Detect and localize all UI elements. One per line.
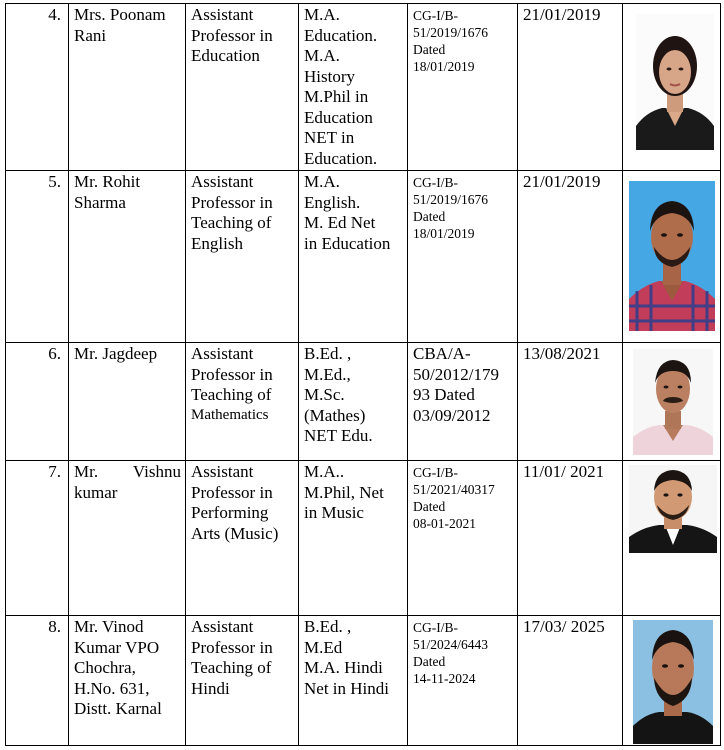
qualification-line: B.Ed. , (304, 617, 352, 636)
order-line: Dated (413, 499, 446, 514)
order-line: 18/01/2019 (413, 59, 475, 74)
qualification-line: M.A. (304, 46, 340, 65)
order-line: 03/09/2012 (413, 405, 491, 425)
qualification-line: History (304, 66, 355, 86)
qualification-cell (299, 343, 408, 461)
table-row (6, 171, 721, 343)
serial-number: 5. (6, 171, 69, 343)
order-line: Dated (413, 209, 446, 224)
name-cell (69, 616, 186, 746)
designation-line: Assistant (191, 5, 254, 24)
designation-line: Mathematics (191, 406, 269, 423)
order-line: CG-I/B- (413, 8, 458, 23)
qualification-line: M.A. (304, 5, 340, 24)
qualification-line: M.A.. (304, 462, 345, 481)
order-line: 51/2024/6443 (413, 637, 489, 652)
qualification-line: Education (304, 107, 373, 127)
qualification-line: NET in (304, 128, 355, 147)
qualification-cell (299, 461, 408, 616)
designation-line: Teaching of (191, 213, 272, 232)
order-line: 08-01-2021 (413, 516, 476, 531)
male-portrait-bearded-photo (633, 620, 713, 744)
name-cell (69, 171, 186, 343)
name-cell (69, 343, 186, 461)
serial-number: 6. (6, 343, 69, 461)
joining-date: 21/01/2019 (518, 4, 623, 171)
name-line: Chochra, (74, 658, 136, 677)
designation-cell (186, 343, 299, 461)
qualification-line: NET Edu. (304, 426, 373, 445)
name-line: Sharma (74, 192, 126, 212)
staff-table (5, 3, 721, 746)
qualification-line: B.Ed. , (304, 344, 352, 363)
joining-date: 21/01/2019 (518, 171, 623, 343)
order-line: 14-11-2024 (413, 671, 476, 686)
order-line: 18/01/2019 (413, 226, 475, 241)
qualification-line: Net in Hindi (304, 678, 389, 698)
designation-line: Professor in (191, 364, 273, 384)
qualification-line: M.Ed., (304, 364, 351, 384)
photo-cell (623, 343, 721, 461)
order-line: CG-I/B- (413, 620, 458, 635)
name-line: kumar (74, 482, 118, 502)
designation-line: Assistant (191, 617, 254, 636)
order-line: 51/2019/1676 (413, 25, 489, 40)
male-portrait-suit-photo (629, 465, 717, 553)
qualification-line: in Education (304, 233, 391, 253)
serial-number: 8. (6, 616, 69, 746)
joining-date: 17/03/ 2025 (518, 616, 623, 746)
order-line: CG-I/B- (413, 465, 458, 480)
qualification-line: M.A. (304, 172, 340, 191)
order-cell (408, 171, 518, 343)
designation-line: Teaching of (191, 658, 272, 677)
name-line: Mr. Vinod (74, 617, 144, 636)
name-line: Mrs. Poonam (74, 5, 166, 24)
designation-line: Professor in (191, 192, 273, 212)
order-cell (408, 4, 518, 171)
qualification-line: (Mathes) (304, 405, 366, 425)
name-cell (69, 4, 186, 171)
female-portrait-photo (636, 14, 714, 150)
male-portrait-checked-shirt-photo (629, 181, 715, 331)
order-line: 51/2021/40317 (413, 482, 495, 497)
name-line: Mr. Jagdeep (74, 344, 158, 363)
photo-cell (623, 4, 721, 171)
order-line: 51/2019/1676 (413, 192, 489, 207)
designation-line: Teaching of (191, 385, 272, 404)
designation-line: Education (191, 46, 260, 65)
name-line: Rani (74, 25, 107, 45)
qualification-line: M.Phil in (304, 87, 369, 106)
qualification-cell (299, 616, 408, 746)
designation-line: Arts (Music) (191, 523, 279, 543)
designation-cell (186, 171, 299, 343)
designation-line: Professor in (191, 482, 273, 502)
name-word: Mr. (74, 462, 99, 481)
joining-date: 11/01/ 2021 (518, 461, 623, 616)
designation-cell (186, 4, 299, 171)
qualification-line: M.Phil, Net (304, 482, 384, 502)
designation-line: Hindi (191, 678, 230, 698)
qualification-line: in Music (304, 503, 364, 522)
qualification-line: M. Ed Net (304, 213, 376, 232)
designation-line: Professor in (191, 25, 273, 45)
order-cell (408, 616, 518, 746)
name-line (74, 462, 181, 483)
order-cell (408, 461, 518, 616)
serial-number: 7. (6, 461, 69, 616)
qualification-line: M.Ed (304, 637, 343, 657)
order-line: Dated (413, 654, 446, 669)
order-line: Dated (413, 42, 446, 57)
table-row (6, 4, 721, 171)
order-line: 93 Dated (413, 385, 475, 404)
designation-line: Professor in (191, 637, 273, 657)
qualification-line: M.A. Hindi (304, 658, 383, 677)
name-cell (69, 461, 186, 616)
table-row (6, 461, 721, 616)
designation-line: Assistant (191, 462, 254, 481)
qualification-line: Education. (304, 25, 378, 45)
photo-cell (623, 171, 721, 343)
name-line: Mr. Rohit (74, 172, 141, 191)
name-line: H.No. 631, (74, 678, 150, 698)
name-line: Distt. Karnal (74, 699, 162, 718)
joining-date: 13/08/2021 (518, 343, 623, 461)
name-line: Kumar VPO (74, 637, 160, 657)
designation-cell (186, 461, 299, 616)
designation-line: Assistant (191, 172, 254, 191)
table-row (6, 343, 721, 461)
designation-line: English (191, 233, 243, 253)
qualification-line: Education. (304, 148, 378, 168)
male-portrait-white-shirt-photo (633, 349, 713, 455)
name-word: Vishnu (132, 462, 181, 481)
designation-line: Performing (191, 503, 269, 522)
table-row (6, 616, 721, 746)
serial-number: 4. (6, 4, 69, 171)
order-line: CG-I/B- (413, 175, 458, 190)
order-cell (408, 343, 518, 461)
designation-cell (186, 616, 299, 746)
qualification-line: English. (304, 192, 361, 212)
qualification-cell (299, 4, 408, 171)
qualification-line: M.Sc. (304, 385, 345, 404)
photo-cell (623, 461, 721, 616)
order-line: 50/2012/179 (413, 364, 499, 384)
designation-line: Assistant (191, 344, 254, 363)
qualification-cell (299, 171, 408, 343)
photo-cell (623, 616, 721, 746)
order-line: CBA/A- (413, 344, 471, 363)
